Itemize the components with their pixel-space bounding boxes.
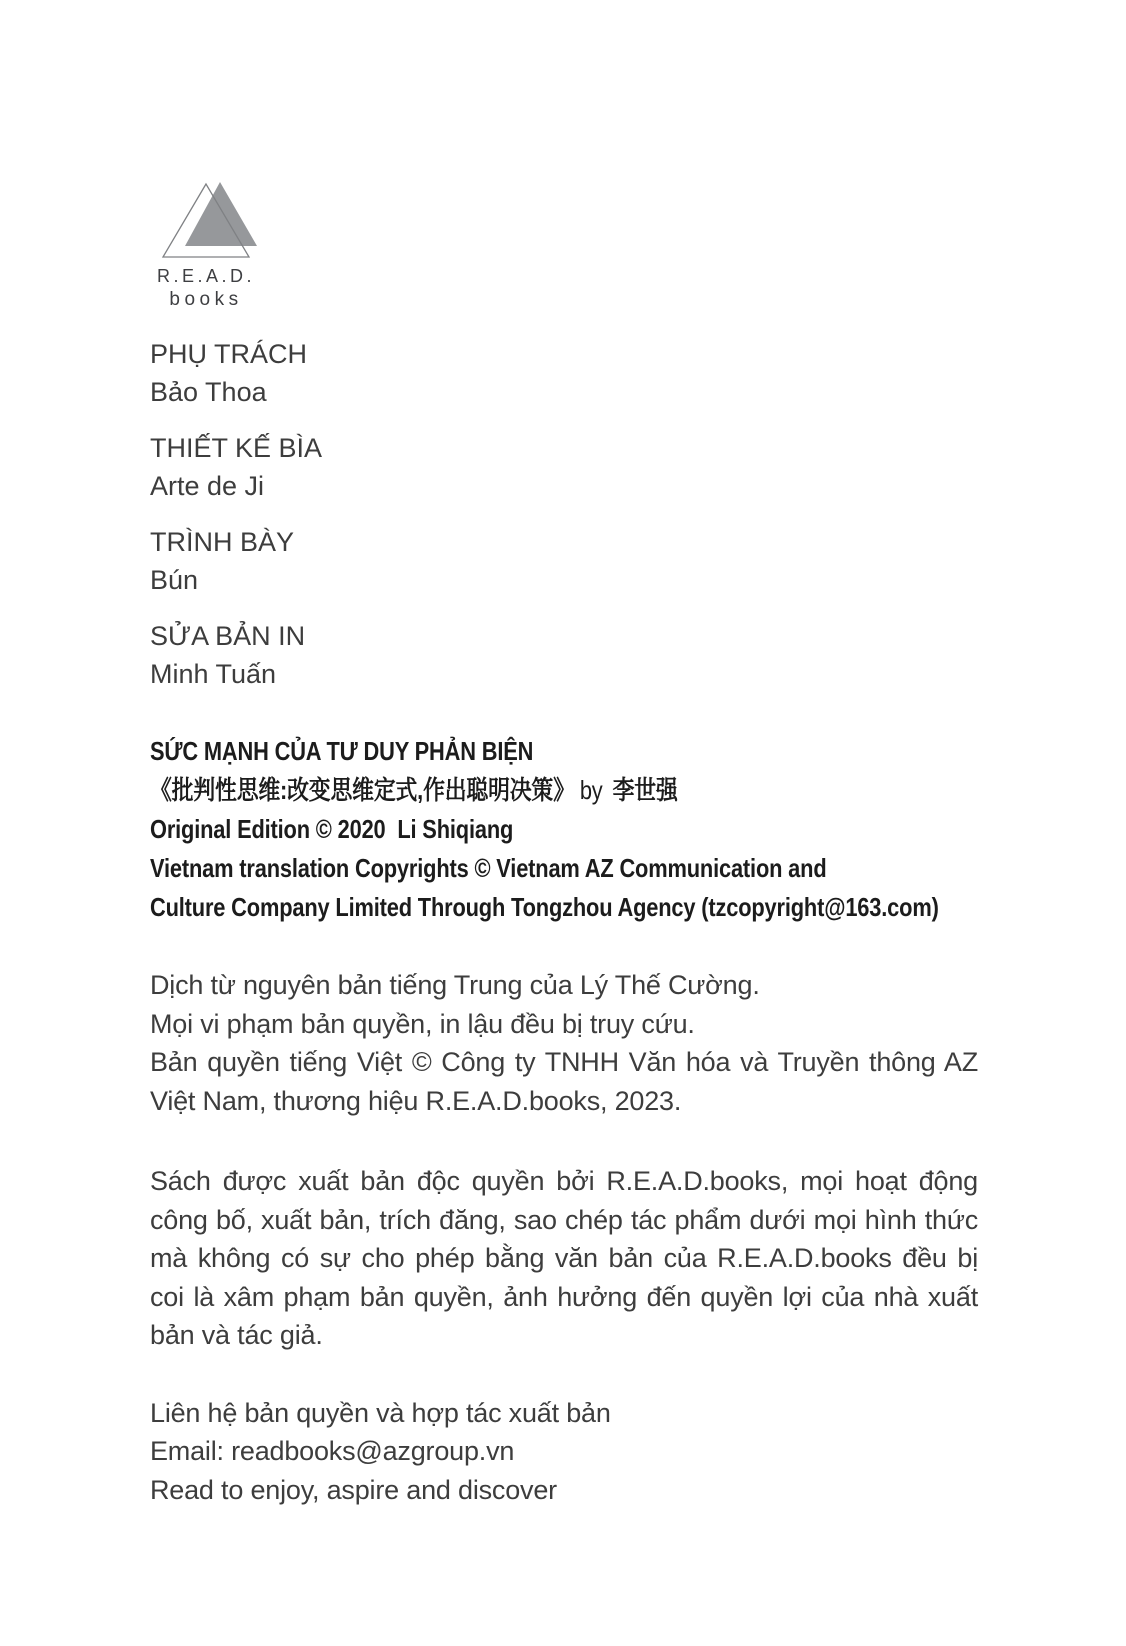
vietnamese-copyright-line: Bản quyền tiếng Việt © Công ty TNHH Văn hóa và Truyền thông AZ Việt Nam, thương hiệu R.E.A.D.books, 2023. xyxy=(150,1047,978,1116)
copyright-block xyxy=(150,732,978,927)
license-block xyxy=(150,966,978,1120)
book-title-chinese-text: 《批判性思维:改变思维定式,作出聪明决策》 xyxy=(150,775,575,805)
book-title-chinese xyxy=(150,771,846,810)
read-books-logo xyxy=(150,172,262,310)
logo-triangles-icon xyxy=(154,172,259,264)
credit-item-trinh-bay xyxy=(150,523,978,599)
contact-block xyxy=(150,1394,978,1510)
logo-wordmark: R.E.A.D. xyxy=(156,266,255,286)
translation-copyright-line-1: Vietnam translation Copyrights © Vietnam AZ Communication and xyxy=(150,853,827,883)
contact-heading: Liên hệ bản quyền và hợp tác xuất bản xyxy=(150,1397,611,1428)
credit-role: THIẾT KẾ BÌA xyxy=(150,433,323,463)
credit-name: Arte de Ji xyxy=(150,471,265,501)
credit-item-phu-trach xyxy=(150,335,978,411)
credit-role: SỬA BẢN IN xyxy=(150,621,306,651)
credit-name: Minh Tuấn xyxy=(150,659,277,689)
book-title-vietnamese: SỨC MẠNH CỦA TƯ DUY PHẢN BIỆN xyxy=(150,736,534,766)
slogan-line: Read to enjoy, aspire and discover xyxy=(150,1474,557,1505)
infringement-notice-line: Mọi vi phạm bản quyền, in lậu đều bị truy cứu. xyxy=(150,1008,695,1039)
credit-name: Bảo Thoa xyxy=(150,377,267,407)
credit-name: Bún xyxy=(150,565,199,595)
by-label: by xyxy=(579,775,603,805)
exclusive-rights-paragraph: Sách được xuất bản độc quyền bởi R.E.A.D.books, mọi hoạt động công bố, xuất bản, trích đăng, sao chép tác phẩm dưới mọi hình thức mà không có sự cho phép bằng văn bản của R.E.A.D.books đều bị coi là xâm phạm bản quyền, ảnh hưởng đến quyền lợi của nhà xuất bản và tác giả. xyxy=(150,1166,978,1350)
original-author-chinese: 李世强 xyxy=(612,775,678,805)
credit-role: PHỤ TRÁCH xyxy=(150,339,308,369)
credit-role: TRÌNH BÀY xyxy=(150,527,295,557)
credit-item-sua-ban-in xyxy=(150,617,978,693)
logo-wordmark-sub: books xyxy=(169,289,243,310)
credits-list xyxy=(150,335,978,693)
translated-from-line: Dịch từ nguyên bản tiếng Trung của Lý Thế Cường. xyxy=(150,970,760,1000)
credit-item-thiet-ke-bia xyxy=(150,429,978,505)
original-edition-line: Original Edition © 2020 Li Shiqiang xyxy=(150,814,514,844)
translation-copyright-line-2: Culture Company Limited Through Tongzhou Agency (tzcopyright@163.com) xyxy=(150,892,939,922)
contact-email: Email: readbooks@azgroup.vn xyxy=(150,1436,515,1466)
